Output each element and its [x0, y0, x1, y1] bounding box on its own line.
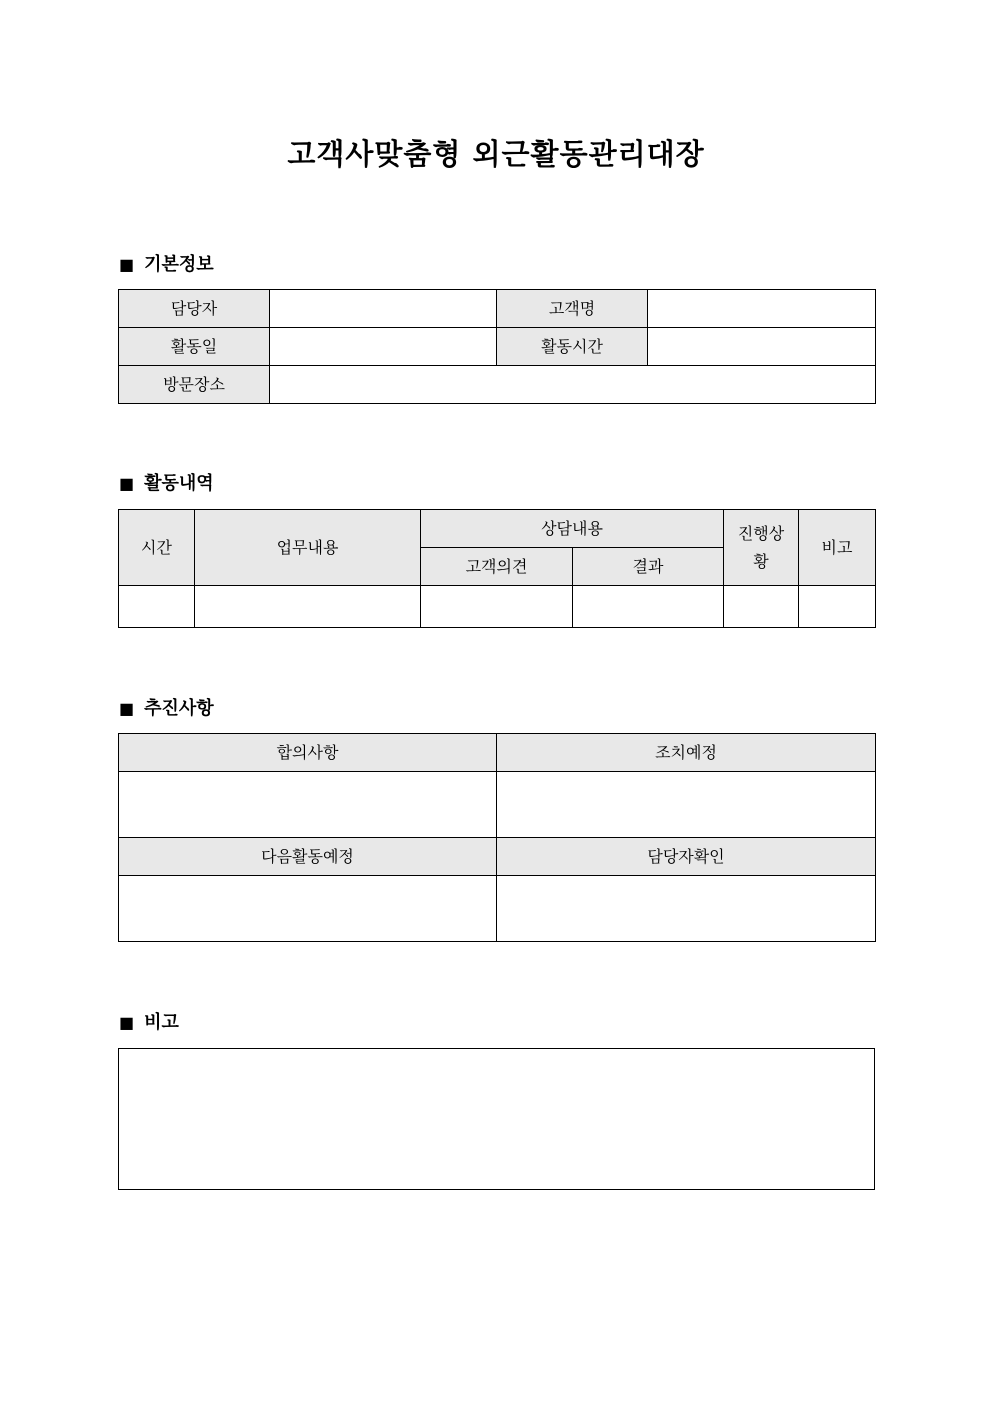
table-header-row	[119, 838, 876, 876]
remarks-table	[118, 1048, 875, 1190]
customer-name-label: 고객명	[497, 290, 648, 328]
planned-action-header: 조치예정	[497, 734, 876, 772]
section-title: 추진사항	[144, 698, 214, 719]
section-title: 활동내역	[144, 473, 214, 494]
customer-opinion-header: 고객의견	[421, 548, 573, 586]
activity-time-field[interactable]	[648, 328, 876, 366]
remarks-header: 비고	[799, 510, 876, 586]
result-cell[interactable]	[573, 586, 724, 628]
table-row	[119, 772, 876, 838]
section-heading-followup	[119, 697, 214, 721]
manager-confirm-cell[interactable]	[497, 876, 876, 942]
visit-place-label: 방문장소	[119, 366, 270, 404]
table-row	[119, 876, 876, 942]
remarks-field[interactable]	[119, 1049, 875, 1190]
table-row	[119, 586, 876, 628]
page-title: 고객사맞춤형 외근활동관리대장	[287, 137, 705, 171]
next-activity-header: 다음활동예정	[119, 838, 497, 876]
table-row	[119, 290, 876, 328]
activity-date-field[interactable]	[270, 328, 497, 366]
activity-table	[118, 509, 876, 628]
remarks-cell[interactable]	[799, 586, 876, 628]
manager-field[interactable]	[270, 290, 497, 328]
activity-time-label: 활동시간	[497, 328, 648, 366]
table-header-row	[119, 734, 876, 772]
table-row	[119, 1049, 875, 1190]
manager-label: 담당자	[119, 290, 270, 328]
square-bullet-icon: ■	[119, 474, 135, 493]
table-header-row	[119, 510, 876, 548]
agreement-header: 합의사항	[119, 734, 497, 772]
time-header: 시간	[119, 510, 195, 586]
visit-place-field[interactable]	[270, 366, 876, 404]
section-title: 기본정보	[144, 254, 214, 275]
basic-info-table	[118, 289, 876, 404]
square-bullet-icon: ■	[119, 1013, 135, 1032]
section-heading-remarks	[119, 1011, 179, 1035]
task-cell[interactable]	[195, 586, 421, 628]
followup-table	[118, 733, 876, 942]
section-heading-basic-info	[119, 253, 214, 277]
manager-confirm-header: 담당자확인	[497, 838, 876, 876]
consult-header: 상담내용	[421, 510, 724, 548]
activity-date-label: 활동일	[119, 328, 270, 366]
customer-opinion-cell[interactable]	[421, 586, 573, 628]
next-activity-cell[interactable]	[119, 876, 497, 942]
result-header: 결과	[573, 548, 724, 586]
section-title: 비고	[144, 1012, 179, 1033]
square-bullet-icon: ■	[119, 255, 135, 274]
table-row	[119, 328, 876, 366]
time-cell[interactable]	[119, 586, 195, 628]
customer-name-field[interactable]	[648, 290, 876, 328]
table-row	[119, 366, 876, 404]
agreement-cell[interactable]	[119, 772, 497, 838]
progress-header: 진행상황	[724, 510, 799, 586]
task-header: 업무내용	[195, 510, 421, 586]
progress-cell[interactable]	[724, 586, 799, 628]
planned-action-cell[interactable]	[497, 772, 876, 838]
section-heading-activity	[119, 472, 214, 496]
square-bullet-icon: ■	[119, 699, 135, 718]
